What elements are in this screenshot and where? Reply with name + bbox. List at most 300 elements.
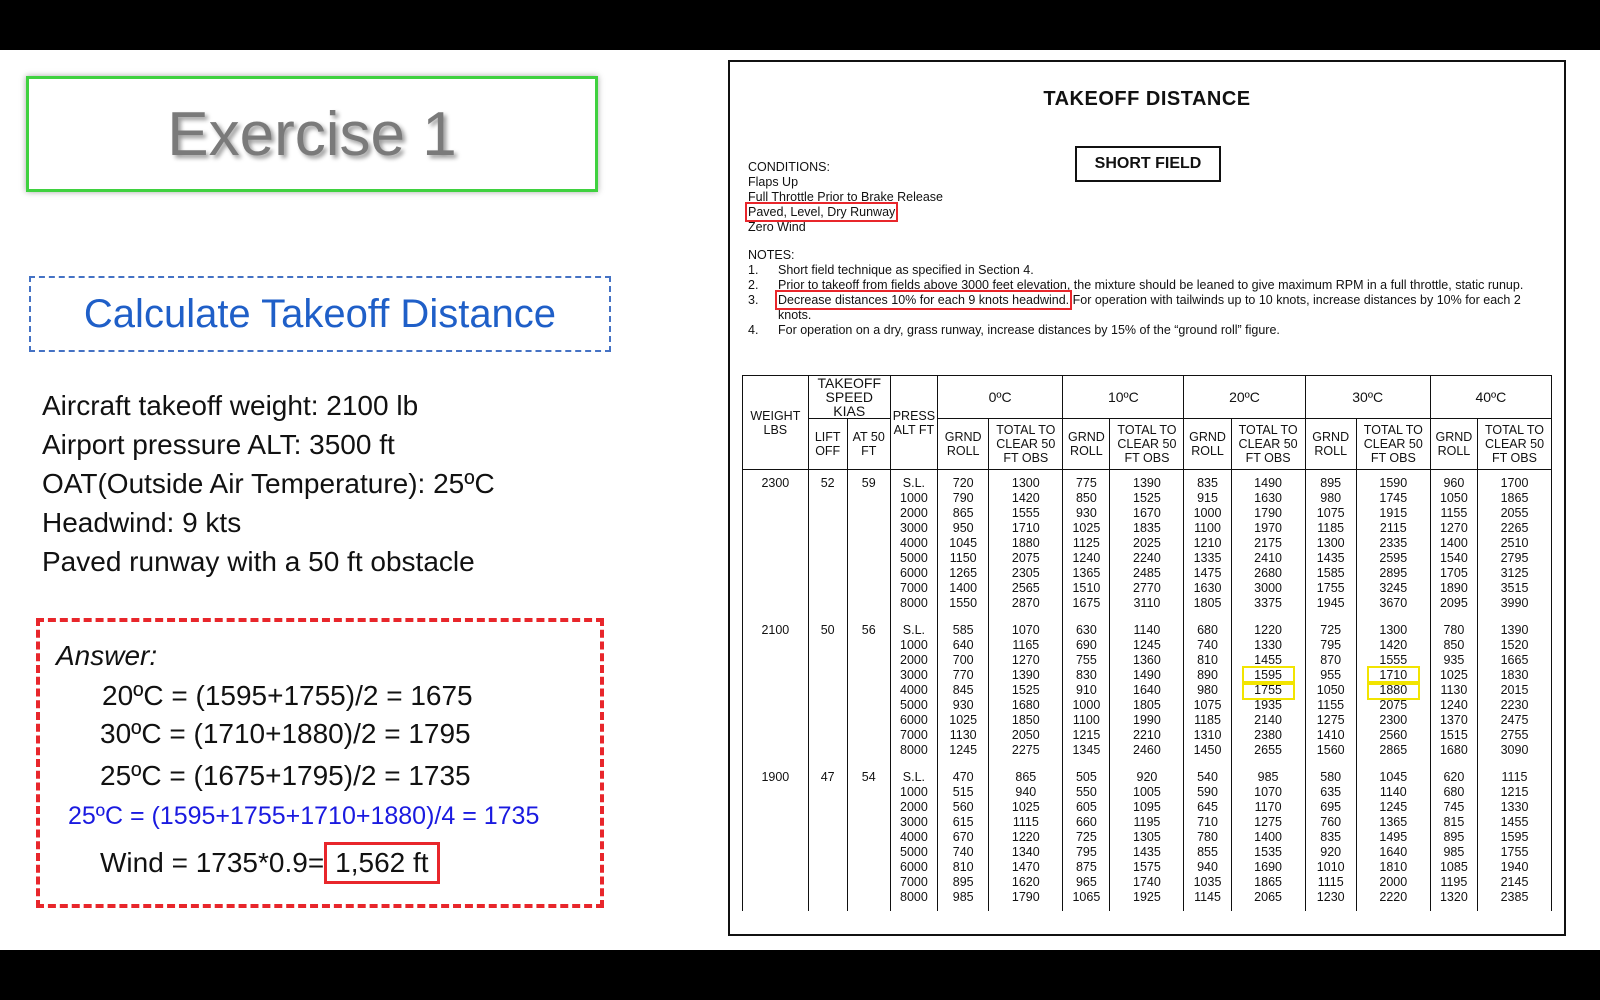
final-result: 1,562 ft [324,842,439,884]
alt-value: S.L. [902,623,926,637]
distance-value: 3670 [1379,596,1408,610]
header-grnd-roll: GRND ROLL [1305,419,1356,470]
wind-calc: Wind = 1735*0.9= [100,847,325,878]
given-runway: Paved runway with a 50 ft obstacle [42,546,475,577]
alt-value: 7000 [900,875,928,889]
distance-value: 1540 [1439,551,1468,565]
distance-value: 835 [1320,830,1342,844]
total-distance-cell [1478,470,1552,618]
total-distance-cell [1231,764,1305,911]
distance-value: 1805 [1133,698,1161,712]
total-distance-cell [1478,764,1552,911]
distance-value: 1670 [1133,506,1161,520]
answer-line-average: 25ºC = (1595+1755+1710+1880)/4 = 1735 [68,802,540,830]
distance-value: 580 [1320,770,1342,784]
distance-value: 1535 [1254,845,1282,859]
distance-value: 740 [1197,638,1218,652]
distance-value: 1690 [1254,860,1282,874]
distance-value: 1490 [1254,476,1282,490]
distance-value: 2655 [1254,743,1282,757]
distance-value: 1560 [1316,743,1345,757]
distance-value: 1525 [1133,491,1161,505]
distance-value: 1230 [1316,890,1345,904]
table-row [743,470,1552,618]
distance-value: 690 [1075,638,1097,652]
distance-value: 855 [1197,845,1218,859]
distance-value: 2460 [1133,743,1161,757]
distance-value: 1400 [1254,830,1282,844]
total-distance-cell [1356,617,1430,764]
distance-value: 1085 [1439,860,1468,874]
distance-value: 1555 [1011,506,1040,520]
distance-value: 955 [1320,668,1342,682]
grnd-roll-cell [1063,617,1110,764]
distance-value: 1925 [1133,890,1161,904]
alt-value: 6000 [900,860,928,874]
distance-value: 1265 [949,566,978,580]
header-grnd-roll: GRND ROLL [1184,419,1231,470]
slide-subtitle: Calculate Takeoff Distance [83,291,557,336]
at-50ft-cell: 56 [847,617,890,764]
grnd-roll-cell [938,617,989,764]
alt-value: 2000 [900,653,928,667]
distance-value: 1665 [1500,653,1529,667]
distance-value: 1755 [1244,683,1293,698]
answer-line-wind [100,842,440,884]
lift-off-cell: 52 [808,470,847,618]
distance-value: 960 [1443,476,1465,490]
slide-title: Exercise 1 [167,99,457,169]
distance-value: 1320 [1439,890,1468,904]
press-alt-cell [890,470,937,618]
distance-value: 795 [1320,638,1342,652]
distance-value: 615 [952,815,974,829]
grnd-roll-cell [1430,764,1477,911]
distance-value: 1520 [1500,638,1529,652]
distance-value: 1865 [1500,491,1529,505]
distance-value: 845 [952,683,974,697]
distance-value: 1240 [1072,551,1101,565]
given-pressure-alt: Airport pressure ALT: 3500 ft [42,429,395,460]
distance-value: 720 [952,476,974,490]
answer-line-30c: 30ºC = (1710+1880)/2 = 1795 [100,718,471,749]
distance-value: 1595 [1500,830,1529,844]
distance-value: 1365 [1072,566,1101,580]
distance-value: 2485 [1133,566,1161,580]
distance-value: 3110 [1133,596,1161,610]
distance-value: 1640 [1133,683,1161,697]
distance-value: 2210 [1133,728,1161,742]
distance-value: 2560 [1379,728,1408,742]
distance-value: 1990 [1133,713,1161,727]
distance-value: 2300 [1379,713,1408,727]
note-1: 1. Short field technique as specified in Section 4. [748,263,1034,277]
distance-value: 590 [1197,785,1218,799]
distance-value: 770 [952,668,974,682]
short-field-badge: SHORT FIELD [1075,146,1221,182]
distance-value: 1025 [1011,800,1040,814]
distance-value: 1575 [1133,860,1161,874]
distance-value: 1390 [1011,668,1040,682]
distance-value: 1275 [1254,815,1282,829]
distance-value: 1550 [949,596,978,610]
distance-value: 2680 [1254,566,1282,580]
distance-value: 1880 [1369,683,1418,698]
notes-header: NOTES: [748,248,795,262]
answer-line-25c: 25ºC = (1675+1795)/2 = 1735 [100,760,471,791]
header-total-50ft: TOTAL TO CLEAR 50 FT OBS [1110,419,1184,470]
answer-label: Answer: [56,640,158,671]
distance-value: 2380 [1254,728,1282,742]
distance-value: 1345 [1072,743,1101,757]
distance-value: 1435 [1133,845,1161,859]
distance-value: 1525 [1011,683,1040,697]
distance-value: 775 [1075,476,1097,490]
distance-value: 760 [1320,815,1342,829]
header-speed: TAKEOFF SPEED KIAS [808,376,890,419]
alt-value: 7000 [900,728,928,742]
header-temp-30: 30ºC [1305,376,1430,419]
grnd-roll-cell [1063,764,1110,911]
distance-value: 3245 [1379,581,1408,595]
distance-value: 2095 [1439,596,1468,610]
distance-value: 1365 [1379,815,1408,829]
distance-value: 1680 [1011,698,1040,712]
distance-value: 2265 [1500,521,1529,535]
distance-value: 1245 [949,743,978,757]
distance-value: 1515 [1439,728,1468,742]
total-distance-cell [1478,617,1552,764]
distance-value: 1185 [1194,713,1221,727]
distance-value: 2230 [1500,698,1529,712]
distance-value: 850 [1075,491,1097,505]
distance-value: 1390 [1133,476,1161,490]
table-row [743,617,1552,764]
distance-value: 1215 [1500,785,1529,799]
distance-value: 920 [1136,770,1158,784]
weight-cell: 2300 [743,470,809,618]
distance-value: 2305 [1011,566,1040,580]
alt-value: S.L. [902,770,926,784]
distance-value: 1470 [1011,860,1040,874]
distance-value: 2510 [1500,536,1529,550]
grnd-roll-cell [938,470,989,618]
distance-value: 1710 [1369,668,1418,683]
alt-value: 3000 [900,668,928,682]
distance-value: 1165 [1012,638,1040,652]
distance-value: 940 [1015,785,1037,799]
distance-value: 725 [1075,830,1097,844]
distance-value: 815 [1443,815,1465,829]
distance-value: 1115 [1012,815,1039,829]
note-3: 3. Decrease distances 10% for each 9 knots headwind. For operation with tailwinds up to 10 knots, increase distances by 10% for each 2 knots. [748,293,1521,322]
header-grnd-roll: GRND ROLL [1430,419,1477,470]
distance-value: 1970 [1254,521,1282,535]
distance-value: 1490 [1133,668,1161,682]
distance-value: 985 [1257,770,1279,784]
alt-value: 4000 [900,683,928,697]
distance-value: 755 [1075,653,1097,667]
distance-value: 2755 [1500,728,1529,742]
takeoff-table [742,375,1552,911]
alt-value: 7000 [900,581,928,595]
distance-value: 1510 [1072,581,1101,595]
at-50ft-cell: 59 [847,470,890,618]
distance-value: 1370 [1439,713,1468,727]
distance-value: 550 [1075,785,1097,799]
distance-value: 1050 [1316,683,1345,697]
answer-box [36,618,604,908]
distance-value: 745 [1443,800,1465,814]
total-distance-cell [1231,617,1305,764]
press-alt-cell [890,764,937,911]
distance-value: 1075 [1193,698,1222,712]
distance-value: 1495 [1379,830,1408,844]
distance-value: 1640 [1379,845,1408,859]
conditions [748,160,943,235]
alt-value: 4000 [900,536,928,550]
table-row [743,764,1552,911]
distance-value: 1630 [1193,581,1222,595]
distance-value: 850 [1443,638,1465,652]
distance-value: 2140 [1254,713,1282,727]
grnd-roll-cell [1184,764,1231,911]
distance-value: 1755 [1316,581,1345,595]
distance-value: 1335 [1193,551,1222,565]
distance-value: 1125 [1072,536,1100,550]
given-headwind: Headwind: 9 kts [42,507,242,538]
distance-value: 1850 [1011,713,1040,727]
distance-value: 605 [1075,800,1097,814]
distance-value: 810 [952,860,974,874]
distance-value: 835 [1197,476,1218,490]
distance-value: 670 [952,830,974,844]
distance-value: 740 [952,845,974,859]
distance-value: 2115 [1379,521,1407,535]
distance-value: 1790 [1254,506,1282,520]
distance-value: 910 [1075,683,1097,697]
distance-value: 1245 [1133,638,1161,652]
distance-value: 1740 [1133,875,1161,889]
grnd-roll-cell [1430,470,1477,618]
header-grnd-roll: GRND ROLL [1063,419,1110,470]
distance-value: 1270 [1439,521,1468,535]
condition-flaps: Flaps Up [748,175,799,189]
distance-value: 680 [1443,785,1465,799]
distance-value: 1130 [1440,683,1468,697]
alt-value: S.L. [902,476,926,490]
distance-value: 2870 [1011,596,1040,610]
distance-value: 1330 [1254,638,1282,652]
header-temp-10: 10ºC [1063,376,1184,419]
distance-value: 725 [1320,623,1342,637]
distance-value: 1675 [1072,596,1101,610]
distance-value: 2795 [1500,551,1529,565]
total-distance-cell [1356,764,1430,911]
distance-value: 1075 [1316,506,1345,520]
distance-value: 985 [952,890,974,904]
distance-value: 1455 [1500,815,1529,829]
distance-value: 1630 [1254,491,1282,505]
header-temp-0: 0ºC [938,376,1063,419]
header-total-50ft: TOTAL TO CLEAR 50 FT OBS [989,419,1063,470]
note-4: 4. For operation on a dry, grass runway, increase distances by 15% of the “ground roll” figure. [748,323,1280,337]
distance-value: 2000 [1379,875,1408,889]
distance-value: 870 [1320,653,1342,667]
given-weight: Aircraft takeoff weight: 2100 lb [42,390,419,421]
distance-value: 1155 [1317,698,1345,712]
header-press-alt: PRESS ALT FT [890,376,937,470]
header-temp-40: 40ºC [1430,376,1551,419]
distance-value: 1045 [1379,770,1408,784]
header-total-50ft: TOTAL TO CLEAR 50 FT OBS [1356,419,1430,470]
distance-value: 1455 [1254,653,1282,667]
distance-value: 1100 [1194,521,1221,535]
distance-value: 1710 [1011,521,1040,535]
header-at-50ft: AT 50 FT [847,419,890,470]
distance-value: 700 [952,653,974,667]
distance-value: 1410 [1316,728,1345,742]
distance-value: 630 [1075,623,1097,637]
distance-value: 1025 [1439,668,1468,682]
condition-wind: Zero Wind [748,220,806,234]
distance-value: 1145 [1194,890,1221,904]
distance-value: 1025 [1072,521,1101,535]
distance-value: 620 [1443,770,1465,784]
distance-value: 1070 [1011,623,1040,637]
distance-value: 1340 [1011,845,1040,859]
distance-value: 2015 [1500,683,1529,697]
distance-value: 780 [1197,830,1218,844]
distance-value: 1300 [1011,476,1040,490]
alt-value: 5000 [900,551,928,565]
distance-value: 1595 [1244,668,1293,683]
distance-value: 940 [1197,860,1218,874]
distance-value: 3990 [1500,596,1529,610]
distance-value: 2075 [1379,698,1408,712]
distance-value: 2240 [1133,551,1161,565]
distance-value: 560 [952,800,974,814]
at-50ft-cell: 54 [847,764,890,911]
answer-line-20c: 20ºC = (1595+1755)/2 = 1675 [102,680,473,711]
distance-value: 1915 [1379,506,1408,520]
distance-value: 2410 [1254,551,1282,565]
distance-value: 1585 [1316,566,1345,580]
distance-value: 980 [1320,491,1342,505]
distance-value: 935 [1443,653,1465,667]
distance-value: 1115 [1501,770,1528,784]
distance-value: 1185 [1317,521,1345,535]
distance-value: 645 [1197,800,1218,814]
distance-value: 1590 [1379,476,1408,490]
header-total-50ft: TOTAL TO CLEAR 50 FT OBS [1478,419,1552,470]
conditions-header: CONDITIONS: [748,160,830,174]
distance-value: 1050 [1439,491,1468,505]
alt-value: 8000 [900,890,928,904]
total-distance-cell [1110,617,1184,764]
distance-value: 2895 [1379,566,1408,580]
note-2: 2. Prior to takeoff from fields above 3000 feet elevation, the mixture should be leaned to give maximum RPM in a full throttle, static runup. [748,278,1524,292]
distance-value: 1390 [1500,623,1529,637]
distance-value: 1305 [1133,830,1161,844]
alt-value: 8000 [900,596,928,610]
total-distance-cell [1110,470,1184,618]
distance-value: 1210 [1193,536,1222,550]
distance-value: 1790 [1011,890,1040,904]
alt-value: 8000 [900,743,928,757]
distance-value: 2275 [1011,743,1040,757]
distance-value: 2595 [1379,551,1408,565]
distance-value: 1140 [1379,785,1407,799]
distance-value: 540 [1197,770,1218,784]
distance-value: 2565 [1011,581,1040,595]
grnd-roll-cell [1430,617,1477,764]
distance-value: 2055 [1500,506,1529,520]
distance-value: 1475 [1193,566,1222,580]
total-distance-cell [1110,764,1184,911]
distance-value: 1275 [1316,713,1345,727]
distance-value: 1270 [1011,653,1040,667]
distance-value: 2385 [1500,890,1529,904]
distance-value: 1940 [1500,860,1529,874]
distance-value: 1400 [949,581,978,595]
distance-value: 1705 [1439,566,1468,580]
distance-value: 1435 [1316,551,1345,565]
distance-value: 810 [1197,653,1218,667]
distance-value: 1035 [1193,875,1222,889]
distance-value: 585 [952,623,974,637]
alt-value: 5000 [900,698,928,712]
alt-value: 2000 [900,800,928,814]
distance-value: 1000 [1072,698,1101,712]
distance-value: 1000 [1193,506,1222,520]
alt-value: 3000 [900,521,928,535]
press-alt-cell [890,617,937,764]
total-distance-cell [1231,470,1305,618]
distance-value: 3515 [1500,581,1529,595]
slide [0,50,1600,950]
distance-value: 2865 [1379,743,1408,757]
distance-value: 1935 [1254,698,1282,712]
takeoff-distance-chart [728,60,1566,936]
distance-value: 2175 [1254,536,1282,550]
distance-value: 1330 [1500,800,1529,814]
grnd-roll-cell [938,764,989,911]
distance-value: 1095 [1133,800,1161,814]
distance-value: 1310 [1193,728,1222,742]
distance-value: 640 [952,638,974,652]
header-grnd-roll: GRND ROLL [938,419,989,470]
distance-value: 1835 [1133,521,1161,535]
distance-value: 2335 [1379,536,1408,550]
distance-value: 1215 [1072,728,1101,742]
distance-value: 1450 [1193,743,1222,757]
distance-value: 865 [1015,770,1037,784]
distance-value: 1245 [1379,800,1408,814]
distance-value: 1755 [1500,845,1529,859]
total-distance-cell [989,470,1063,618]
distance-value: 895 [952,875,974,889]
distance-value: 1420 [1379,638,1408,652]
distance-value: 1070 [1254,785,1282,799]
distance-value: 695 [1320,800,1342,814]
distance-value: 2065 [1254,890,1282,904]
distance-value: 660 [1075,815,1097,829]
distance-value: 1045 [949,536,978,550]
total-distance-cell [1356,470,1430,618]
distance-value: 2075 [1011,551,1040,565]
grnd-roll-cell [1184,617,1231,764]
